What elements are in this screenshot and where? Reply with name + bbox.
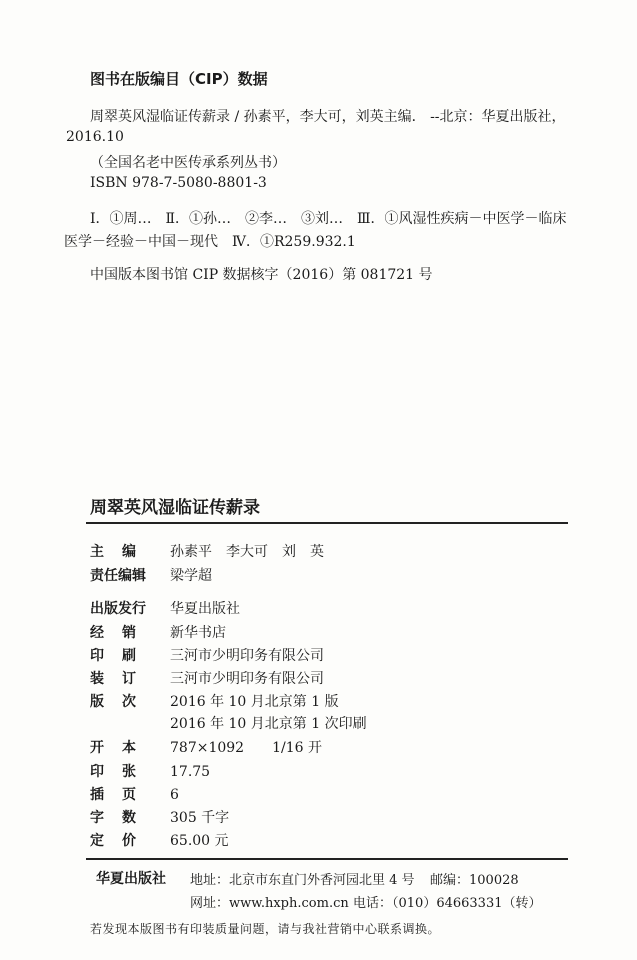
detail-row [90,784,179,806]
detail-label: 主 编 [90,544,136,560]
detail-row [90,761,210,783]
footer-address: 地址：北京市东直门外香河园北里 4 号 [190,873,415,888]
divider [86,522,568,524]
detail-row [90,807,229,829]
detail-value: 三河市少明印务有限公司 [170,648,324,664]
detail-value: 6 [170,787,179,803]
detail-value: 梁学超 [170,568,212,584]
cip-line: 2016.10 [66,129,124,145]
detail-value: 三河市少明印务有限公司 [170,671,324,687]
detail-row [90,668,324,690]
detail-label: 版 次 [90,694,136,710]
footer-publisher: 华夏出版社 [96,871,166,887]
cip-isbn: ISBN 978-7-5080-8801-3 [90,175,267,191]
divider [86,858,568,860]
detail-label: 装 订 [90,671,136,687]
detail-label: 印 刷 [90,648,136,664]
detail-row [90,645,324,667]
detail-row [90,598,240,620]
detail-label: 字 数 [90,810,136,826]
cip-line: 医学－经验－中国－现代 Ⅳ．①R259.932.1 [64,234,356,250]
detail-value: 2016 年 10 月北京第 1 次印刷 [170,716,367,732]
detail-label: 责任编辑 [90,568,146,584]
footer-website: 网址：www.hxph.com.cn [190,896,349,911]
detail-label: 出版发行 [90,601,146,617]
detail-label: 印 张 [90,764,136,780]
detail-label: 经 销 [90,625,136,641]
cip-line: （全国名老中医传承系列丛书） [90,155,286,171]
detail-value: 孙素平 李大可 刘 英 [170,544,324,560]
book-title: 周翠英风湿临证传薪录 [90,498,260,518]
detail-row [90,737,322,759]
cip-title: 图书在版编目（CIP）数据 [90,70,268,88]
detail-label: 定 价 [90,833,136,849]
detail-value: 2016 年 10 月北京第 1 版 [170,694,339,710]
cip-line: 周翠英风湿临证传薪录 / 孙素平，李大可，刘英主编． --北京：华夏出版社， [90,109,566,125]
detail-value: 华夏出版社 [170,601,240,617]
detail-row [90,622,226,644]
detail-value: 305 千字 [170,810,230,826]
detail-label: 开 本 [90,740,136,756]
detail-value: 65.00 元 [170,833,229,849]
footer-postcode: 邮编：100028 [430,873,519,888]
detail-row [90,830,229,852]
detail-row [90,565,212,587]
cip-line: Ⅰ．①周… Ⅱ．①孙… ②李… ③刘… Ⅲ．①风湿性疾病－中医学－临床 [90,211,567,227]
detail-row [90,713,367,735]
detail-value: 787×1092 1/16 开 [170,740,322,756]
detail-value: 新华书店 [170,625,226,641]
footer-note: 若发现本版图书有印装质量问题，请与我社营销中心联系调换。 [90,922,441,936]
detail-row [90,691,339,713]
footer-phone: 电话：（010）64663331（转） [353,896,542,911]
detail-row [90,541,324,563]
detail-label: 插 页 [90,787,136,803]
cip-record-number: 中国版本图书馆 CIP 数据核字（2016）第 081721 号 [90,267,433,283]
detail-value: 17.75 [170,764,211,780]
